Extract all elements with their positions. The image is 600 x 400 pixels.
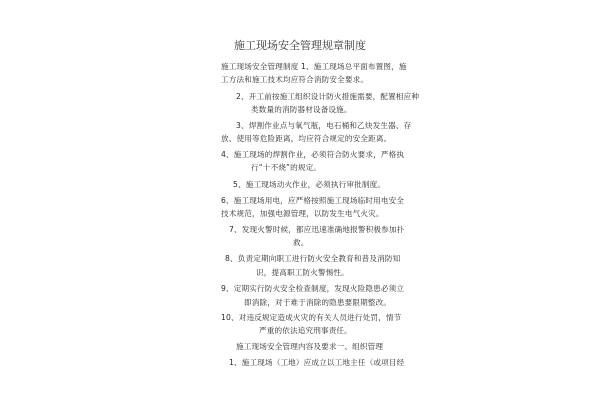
text-line: 类数量的消防器材设备设施。 [251,105,352,114]
text-line: 救。 [293,238,309,247]
text-line: 技术规范，加强电源管理，以防发生电气火灾。 [221,209,384,218]
text-line: 5、施工现场动火作业，必须执行审批制度。 [233,180,386,189]
text-line: 识，提高职工防火警惕性。 [256,268,349,277]
text-line: 即消除，对于难于消除的隐患要限期整改。 [244,298,392,307]
text-line: 8、负责定期向职工进行防火安全教育和普及消防知 [225,254,401,263]
text-line: 施工现场安全管理内容及要求一、组织管理 [236,342,384,351]
text-line: 10、对违反规定造成火灾的有关人员进行处罚，情节 [221,313,402,322]
text-line: 行“十不烧”的规定。 [251,163,322,172]
document-title: 施工现场安全管理规章制度 [234,39,366,52]
text-line: 工方法和施工技术均应符合消防安全要求。 [221,75,369,84]
text-line: 4、施工现场的焊割作业，必须符合防火要求，严格执 [221,150,405,159]
text-line: 7、发现火警时候，都应迅速准确地报警积极参加扑 [229,225,405,234]
text-line: 2、开工前按施工组织设计防火措施需要，配置相应种 [236,92,420,101]
text-line: 3、焊割作业点与氧气瓶，电石桶和乙炔发生器、存 [236,121,412,130]
text-line: 放、使用等危险距离，均应符合规定的安全距离。 [221,134,392,143]
text-line: 6、施工现场用电，应严格按照施工现场临时用电安全 [221,196,405,205]
text-line: 严重的依法追究刑事责任。 [259,326,352,335]
text-line: 9、定期实行防火安全检查制度，发现火险隐患必须立 [221,284,405,293]
text-line: 1、施工现场（工地）应成立以工地主任（或项目经 [229,358,405,367]
text-line: 施工现场安全管理制度 1、施工现场总平面布置图，施 [221,62,407,71]
